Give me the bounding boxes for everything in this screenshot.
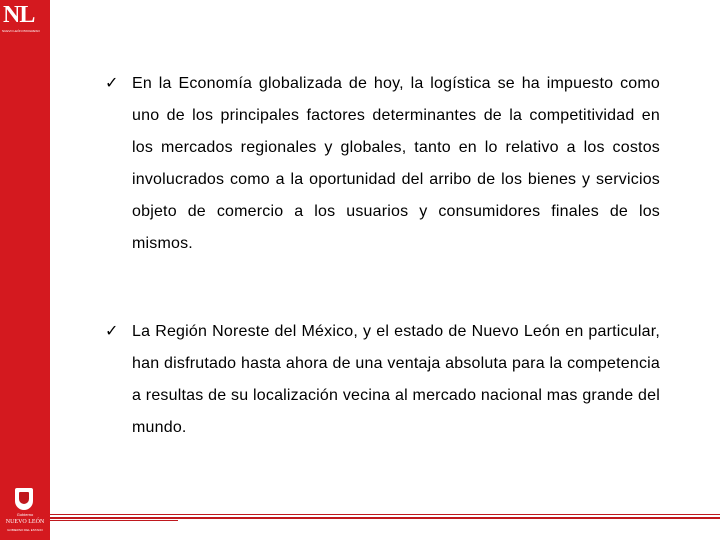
bullet-text: La Región Noreste del México, y el estado de Nuevo León en particular, han disfrutado hasta ahora de una ventaja absoluta para la competencia a resultas de su localización vecina al mercado nacional mas grande del mundo.	[132, 323, 660, 436]
checkmark-icon: ✓	[105, 323, 119, 340]
state-name: NUEVO LEÓN	[5, 519, 45, 525]
bullet-item	[105, 68, 660, 260]
logo-mark: NL	[3, 2, 35, 28]
footer-rule-short	[50, 520, 178, 521]
red-sidebar	[0, 0, 50, 540]
footer-rule	[50, 517, 720, 519]
state-tagline: GOBIERNO DEL ESTADO	[7, 528, 43, 532]
state-government-logo	[3, 488, 47, 538]
bullet-item	[105, 316, 660, 444]
logo-tagline: NUEVO LEÓN PROGRESO	[2, 29, 40, 33]
nuevo-leon-logo	[2, 2, 48, 36]
checkmark-icon: ✓	[105, 75, 119, 92]
coat-of-arms-icon	[15, 488, 33, 510]
bullet-text: En la Economía globalizada de hoy, la logística se ha impuesto como uno de los principales factores determinantes de la competitividad en los mercados regionales y globales, tanto en lo relativo a los costos involucrados como a la oportunidad del arribo de los bienes y servicios objeto de comercio a los usuarios y consumidores finales de los mismos.	[132, 75, 660, 252]
footer-rule	[50, 514, 720, 515]
government-label: Gobierno	[16, 512, 34, 517]
